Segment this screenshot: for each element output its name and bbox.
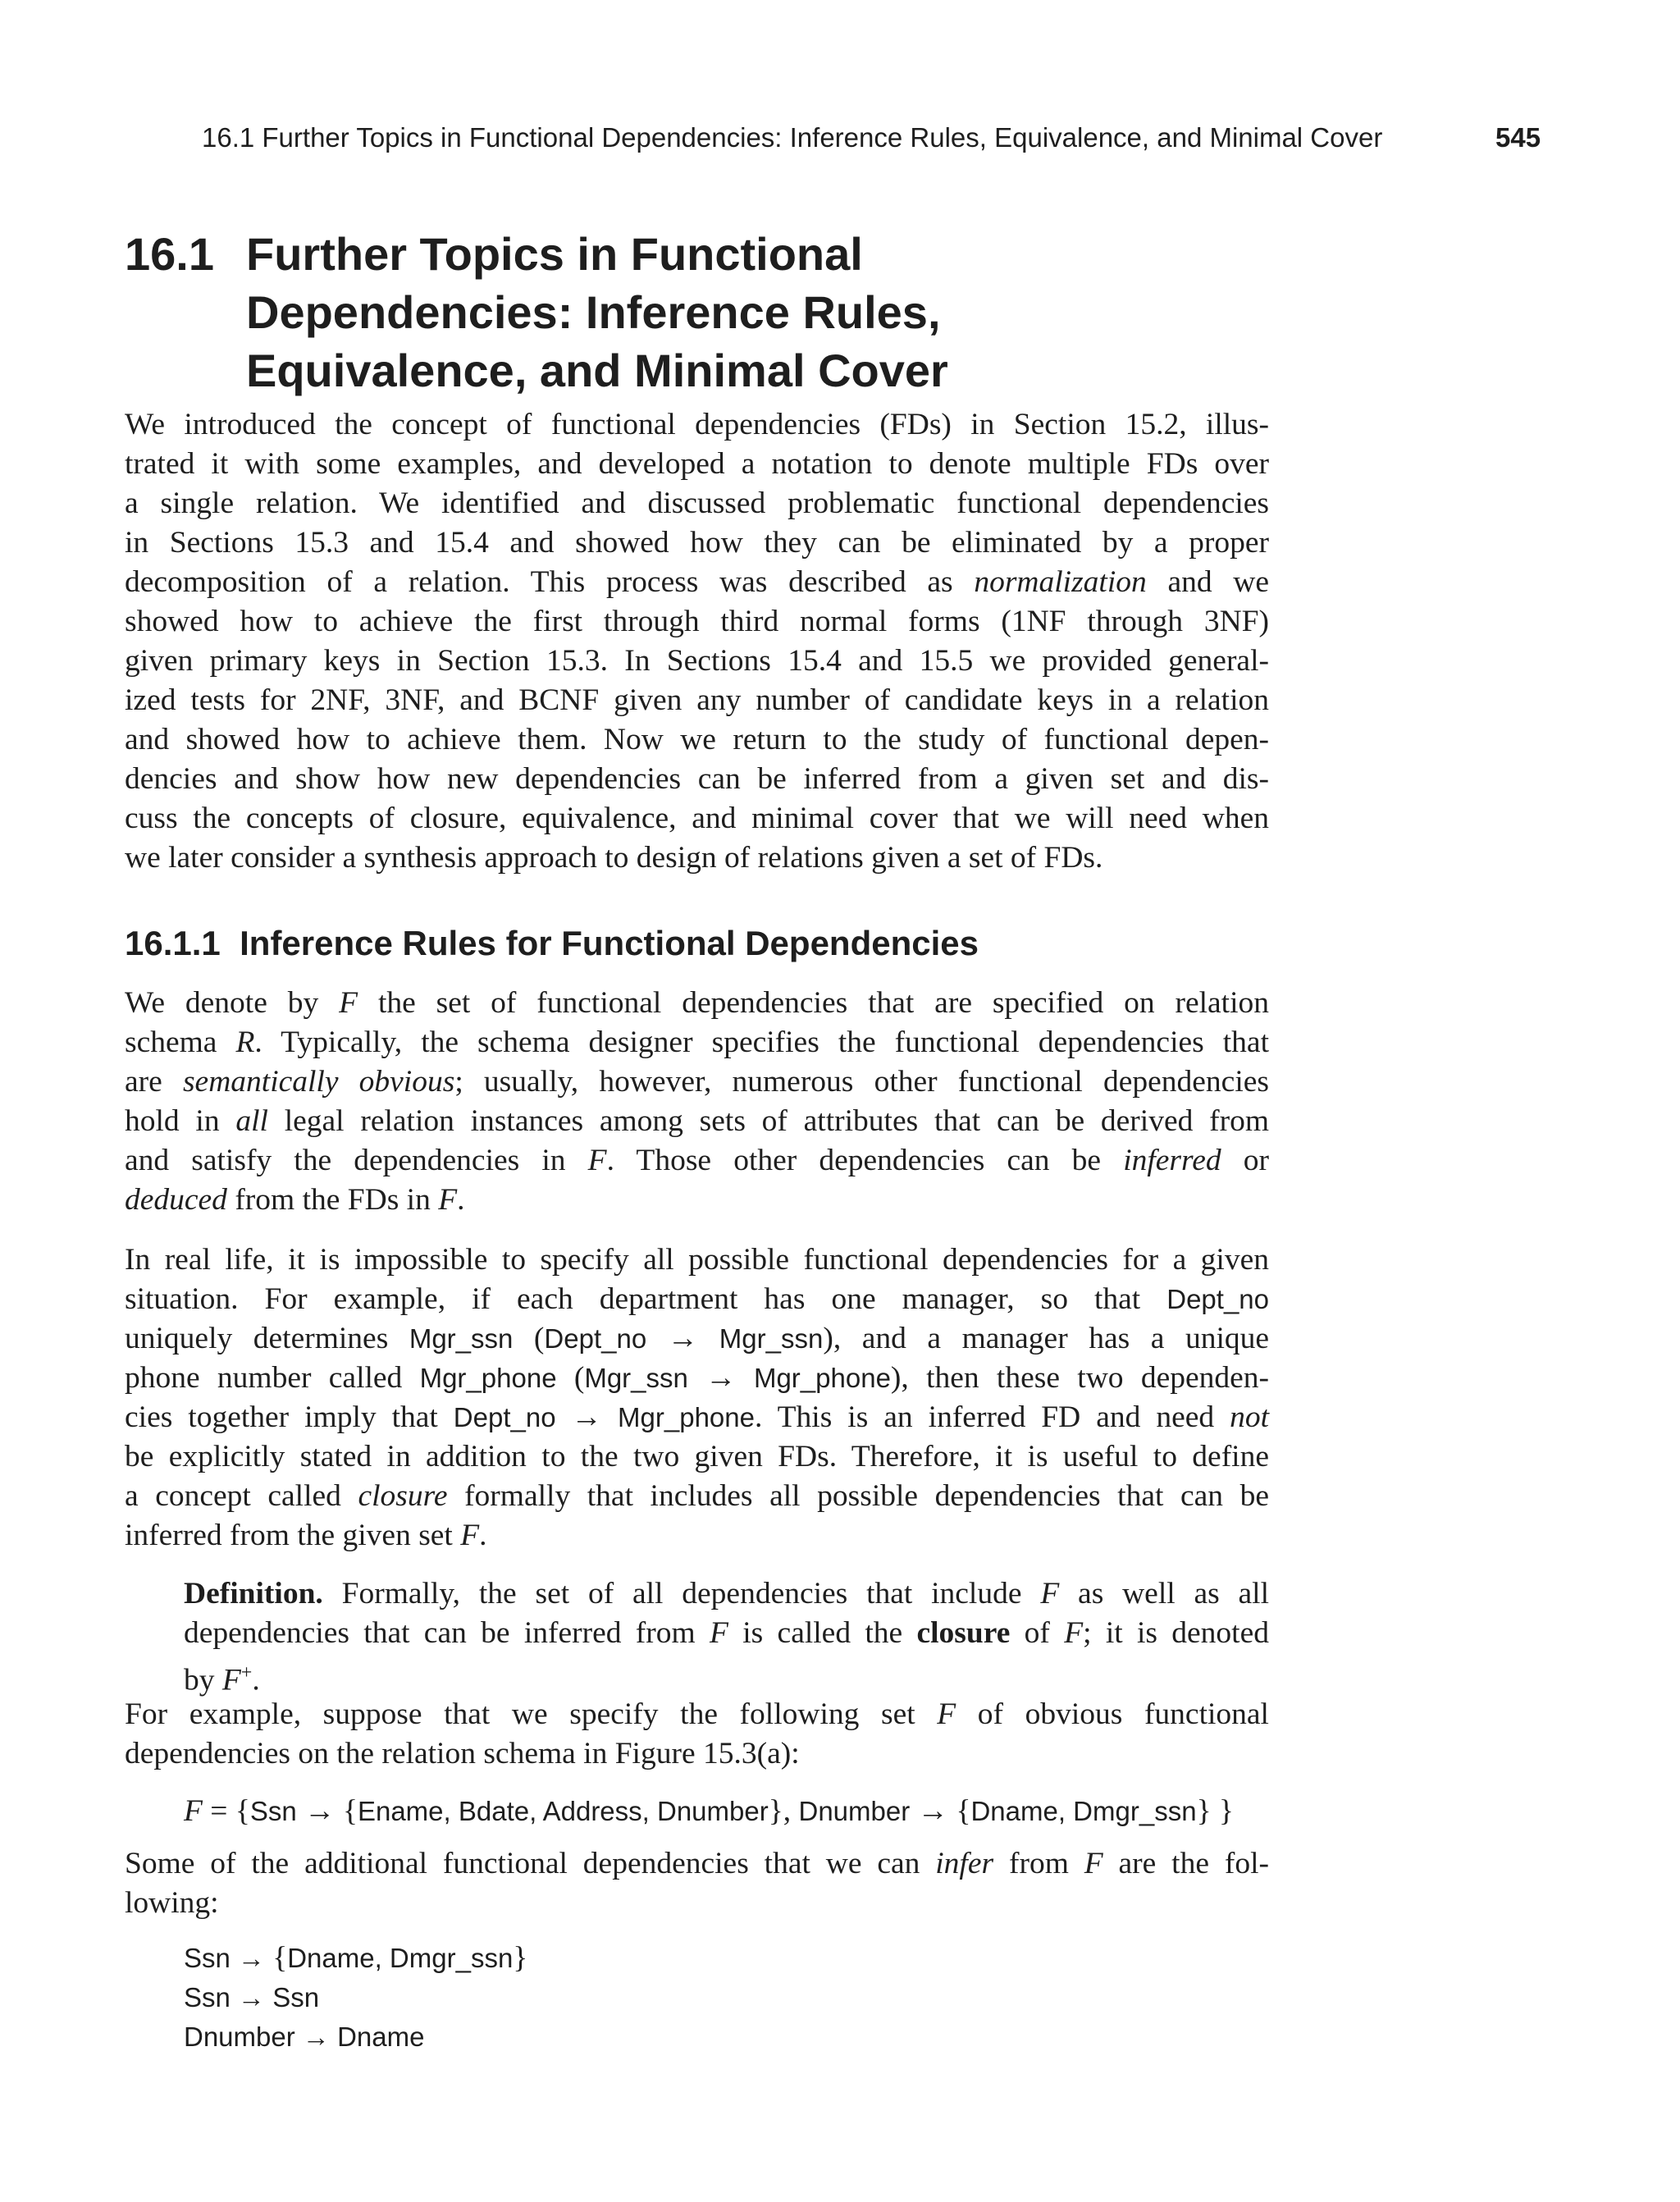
arrow-icon: → <box>705 1361 737 1395</box>
definition-label: Definition. <box>184 1577 323 1610</box>
emphasis-normalization: normalization <box>974 565 1147 599</box>
running-head-title: 16.1 Further Topics in Functional Dependencies: Inference Rules, Equivalence, and Minimal Cover <box>202 122 1383 153</box>
arrow-icon: → <box>667 1322 699 1355</box>
section-title-line: Equivalence, and Minimal Cover <box>246 345 948 396</box>
text-line: cuss the concepts of closure, equivalence, and minimal cover that we will need when <box>125 802 1269 835</box>
text-line: are semantically obvious; usually, however, numerous other functional dependencies <box>125 1065 1269 1099</box>
inferred-fd-list <box>184 1939 840 2057</box>
text-line: situation. For example, if each department has one manager, so that Dept_no <box>125 1282 1269 1316</box>
intro-paragraph <box>125 405 1269 878</box>
arrow-icon: → <box>238 1943 266 1973</box>
section-title <box>246 225 1263 400</box>
text-line: given primary keys in Section 15.3. In Sections 15.4 and 15.5 we provided general- <box>125 644 1269 678</box>
text-line: a single relation. We identified and discussed problematic functional dependencies <box>125 487 1269 520</box>
running-head <box>0 116 1680 159</box>
text-line: a concept called closure formally that includes all possible dependencies that can be <box>125 1479 1269 1513</box>
text-line: deduced from the FDs in F. <box>125 1183 465 1217</box>
arrow-icon: → <box>571 1400 603 1434</box>
text-line: cies together imply that Dept_no → Mgr_phone. This is an inferred FD and need not <box>125 1400 1270 1434</box>
subsection-heading <box>125 922 1269 965</box>
list-item: Ssn → Ssn <box>184 1982 320 2012</box>
page-number: 545 <box>1495 122 1541 153</box>
text-line: be explicitly stated in addition to the two given FDs. Therefore, it is useful to define <box>125 1440 1269 1473</box>
text-line: showed how to achieve the first through third normal forms (1NF through 3NF) <box>125 605 1269 638</box>
text-line: and showed how to achieve them. Now we return to the study of functional depen- <box>125 723 1269 756</box>
text-line: ized tests for 2NF, 3NF, and BCNF given any number of candidate keys in a relation <box>125 683 1269 717</box>
text-line: We introduced the concept of functional dependencies (FDs) in Section 15.2, illus- <box>125 408 1269 441</box>
section-title-line: Dependencies: Inference Rules, <box>246 286 941 338</box>
text-line: Definition. Formally, the set of all dependencies that include F as well as all <box>184 1577 1269 1610</box>
text-line: We denote by F the set of functional dependencies that are specified on relation <box>125 986 1269 1020</box>
arrow-icon: → <box>304 1794 336 1828</box>
text-line: dependencies that can be inferred from F is called the closure of F; it is denoted <box>184 1616 1269 1650</box>
arrow-icon: → <box>302 2022 330 2052</box>
text-line: Some of the additional functional dependencies that we can infer from F are the fol- <box>125 1847 1269 1880</box>
text-line: we later consider a synthesis approach to design of relations given a set of FDs. <box>125 841 1103 875</box>
text-line: dencies and show how new dependencies can be inferred from a given set and dis- <box>125 762 1269 796</box>
text-line: For example, suppose that we specify the following set F of obvious functional <box>125 1697 1269 1731</box>
text-line: phone number called Mgr_phone (Mgr_ssn → Mgr_phone), then these two dependen- <box>125 1361 1269 1395</box>
text-line: lowing: <box>125 1886 219 1920</box>
section-title-line: Further Topics in Functional <box>246 228 863 280</box>
paragraph <box>125 1240 1269 1556</box>
section-number: 16.1 <box>125 228 214 280</box>
list-item: Ssn → {Dname, Dmgr_ssn} <box>184 1941 528 1975</box>
paragraph <box>125 1844 1269 1923</box>
text-line: hold in all legal relation instances among sets of attributes that can be derived from <box>125 1104 1269 1138</box>
subsection-number: 16.1.1 <box>125 924 221 962</box>
list-item: Dnumber → Dname <box>184 2022 425 2052</box>
text-line: uniquely determines Mgr_ssn (Dept_no → Mgr_ssn), and a manager has a unique <box>125 1322 1270 1355</box>
arrow-icon: → <box>917 1794 949 1828</box>
text-line: inferred from the given set F. <box>125 1519 487 1552</box>
fd-set-equation: F = {Ssn → {Ename, Bdate, Address, Dnumber}, Dnumber → {Dname, Dmgr_ssn} } <box>184 1794 1234 1828</box>
paragraph <box>125 1695 1269 1774</box>
definition <box>184 1574 1269 1697</box>
text-line: in Sections 15.3 and 15.4 and showed how they can be eliminated by a proper <box>125 526 1269 560</box>
subsection-title: Inference Rules for Functional Dependencies <box>240 924 979 962</box>
text-line: decomposition of a relation. This process was described as normalization and we <box>125 565 1269 599</box>
text-line: In real life, it is impossible to specify all possible functional dependencies for a given <box>125 1243 1269 1277</box>
text-line: and satisfy the dependencies in F. Those other dependencies can be inferred or <box>125 1144 1269 1177</box>
text-line: by F+. <box>184 1662 260 1697</box>
paragraph <box>125 984 1269 1220</box>
section-heading <box>125 225 1269 397</box>
arrow-icon: → <box>238 1982 266 2012</box>
text-line: dependencies on the relation schema in Figure 15.3(a): <box>125 1737 800 1770</box>
text-line: trated it with some examples, and developed a notation to denote multiple FDs over <box>125 447 1269 481</box>
text-line: schema R. Typically, the schema designer specifies the functional dependencies that <box>125 1026 1269 1059</box>
